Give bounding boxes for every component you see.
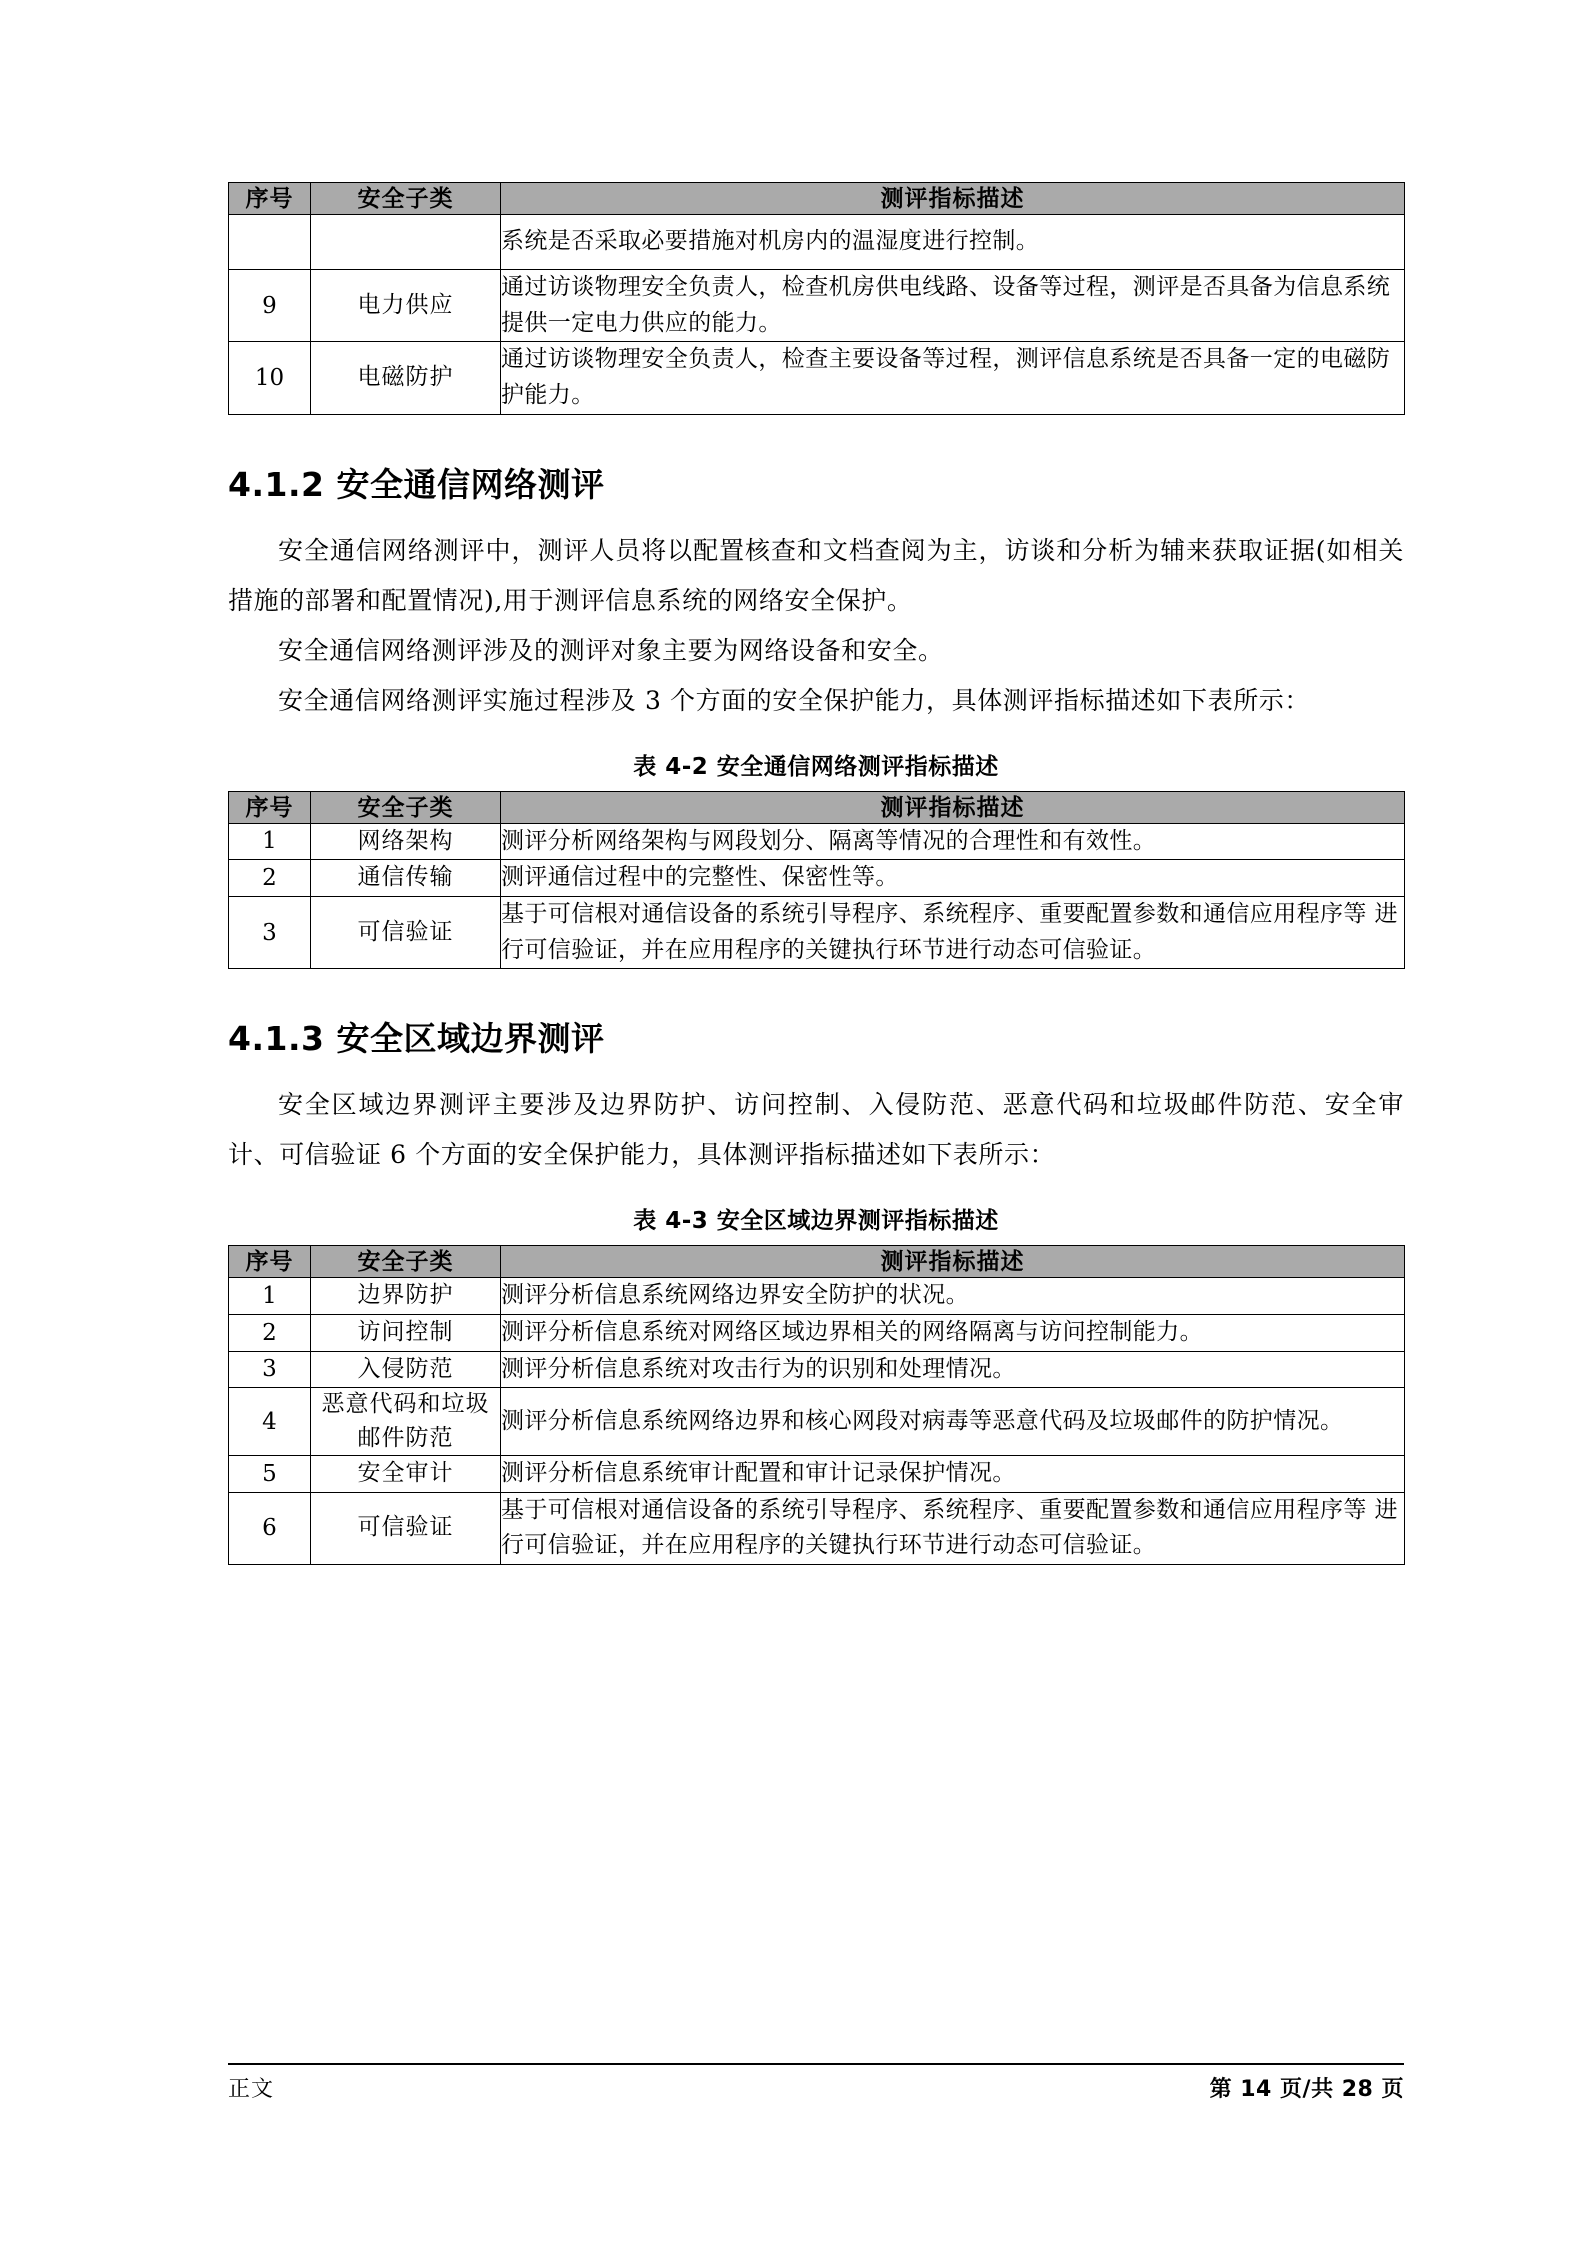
cell-description: 测评分析信息系统网络边界和核心网段对病毒等恶意代码及垃圾邮件的防护情况。 <box>501 1388 1405 1456</box>
page-footer <box>228 2063 1404 2103</box>
header-cell-no: 序号 <box>229 183 311 215</box>
section-heading-4-1-2: 4.1.2 安全通信网络测评 <box>228 464 605 504</box>
table-row <box>229 1492 1405 1564</box>
table-row <box>229 270 1405 342</box>
table-header-row <box>229 183 1405 215</box>
cell-subcategory: 访问控制 <box>311 1314 501 1351</box>
table-body <box>229 1278 1405 1565</box>
spacer <box>228 1235 1404 1245</box>
table-row <box>229 1314 1405 1351</box>
table-row <box>229 342 1405 414</box>
cell-subcategory: 电力供应 <box>311 270 501 342</box>
table-caption-4-2: 表 4-2 安全通信网络测评指标描述 <box>633 753 999 780</box>
table-header <box>229 791 1405 823</box>
footer-row <box>228 2072 1404 2103</box>
cell-subcategory: 可信验证 <box>311 1492 501 1564</box>
table-row <box>229 860 1405 897</box>
cell-subcategory: 可信验证 <box>311 896 501 968</box>
table-row <box>229 823 1405 860</box>
table-row <box>229 215 1405 270</box>
cell-description: 基于可信根对通信设备的系统引导程序、系统程序、重要配置参数和通信应用程序等 进行可信验证，并在应用程序的关键执行环节进行动态可信验证。 <box>501 1492 1405 1564</box>
cell-no: 2 <box>229 860 311 897</box>
cell-subcategory: 通信传输 <box>311 860 501 897</box>
section-heading-4-1-3: 4.1.3 安全区域边界测评 <box>228 1019 605 1059</box>
page-content <box>228 0 1404 1565</box>
table-caption-4-3: 表 4-3 安全区域边界测评指标描述 <box>633 1208 999 1235</box>
spacer <box>228 506 1404 526</box>
table-header-row <box>229 1246 1405 1278</box>
header-cell-no: 序号 <box>229 1246 311 1278</box>
table-body <box>229 215 1405 415</box>
footer-page-number: 第 14 页/共 28 页 <box>1209 2077 1404 2102</box>
cell-description: 基于可信根对通信设备的系统引导程序、系统程序、重要配置参数和通信应用程序等 进行可信验证，并在应用程序的关键执行环节进行动态可信验证。 <box>501 896 1405 968</box>
spacer <box>228 781 1404 791</box>
table-header-row <box>229 791 1405 823</box>
cell-description: 通过访谈物理安全负责人，检查主要设备等过程，测评信息系统是否具备一定的电磁防护能力。 <box>501 342 1405 414</box>
spacer <box>228 1060 1404 1080</box>
table-row <box>229 896 1405 968</box>
header-cell-description: 测评指标描述 <box>501 1246 1405 1278</box>
cell-subcategory: 入侵防范 <box>311 1351 501 1388</box>
paragraph-4-1-2-1: 安全通信网络测评中，测评人员将以配置核查和文档查阅为主，访谈和分析为辅来获取证据(如相关措施的部署和配置情况),用于测评信息系统的网络安全保护。 <box>228 535 1404 615</box>
cell-description: 测评分析信息系统对攻击行为的识别和处理情况。 <box>501 1351 1405 1388</box>
table-row <box>229 1351 1405 1388</box>
header-cell-subcategory: 安全子类 <box>311 183 501 215</box>
paragraph-4-1-2-2: 安全通信网络测评涉及的测评对象主要为网络设备和安全。 <box>278 635 944 665</box>
table-4-3-area-boundary <box>228 1245 1405 1565</box>
spacer <box>228 969 1404 1013</box>
cell-no: 2 <box>229 1314 311 1351</box>
cell-no: 9 <box>229 270 311 342</box>
cell-subcategory: 网络架构 <box>311 823 501 860</box>
cell-subcategory: 安全审计 <box>311 1455 501 1492</box>
top-spacer <box>228 0 1404 182</box>
cell-no: 4 <box>229 1388 311 1456</box>
cell-no <box>229 215 311 270</box>
cell-description: 通过访谈物理安全负责人，检查机房供电线路、设备等过程，测评是否具备为信息系统提供一定电力供应的能力。 <box>501 270 1405 342</box>
cell-description: 测评分析信息系统审计配置和审计记录保护情况。 <box>501 1455 1405 1492</box>
cell-description: 测评分析信息系统对网络区域边界相关的网络隔离与访问控制能力。 <box>501 1314 1405 1351</box>
cell-subcategory: 边界防护 <box>311 1278 501 1315</box>
cell-description: 测评分析信息系统网络边界安全防护的状况。 <box>501 1278 1405 1315</box>
table-body <box>229 823 1405 969</box>
cell-subcategory <box>311 215 501 270</box>
header-cell-description: 测评指标描述 <box>501 791 1405 823</box>
cell-no: 1 <box>229 823 311 860</box>
cell-no: 1 <box>229 1278 311 1315</box>
cell-no: 3 <box>229 1351 311 1388</box>
table-row <box>229 1388 1405 1456</box>
cell-description: 系统是否采取必要措施对机房内的温湿度进行控制。 <box>501 215 1405 270</box>
paragraph-4-1-3-1: 安全区域边界测评主要涉及边界防护、访问控制、入侵防范、恶意代码和垃圾邮件防范、安全审计、可信验证 6 个方面的安全保护能力，具体测评指标描述如下表所示： <box>228 1090 1404 1170</box>
footer-section-label: 正文 <box>228 2077 275 2102</box>
table-row <box>229 1455 1405 1492</box>
cell-subcategory: 电磁防护 <box>311 342 501 414</box>
spacer <box>228 726 1404 748</box>
spacer <box>228 415 1404 459</box>
cell-no: 6 <box>229 1492 311 1564</box>
paragraph-4-1-2-3: 安全通信网络测评实施过程涉及 3 个方面的安全保护能力，具体测评指标描述如下表所示： <box>278 685 1311 715</box>
header-cell-no: 序号 <box>229 791 311 823</box>
table-physical-security-continued <box>228 182 1405 415</box>
footer-divider <box>228 2063 1404 2065</box>
header-cell-subcategory: 安全子类 <box>311 791 501 823</box>
cell-no: 3 <box>229 896 311 968</box>
table-row <box>229 1278 1405 1315</box>
header-cell-description: 测评指标描述 <box>501 183 1405 215</box>
table-header <box>229 183 1405 215</box>
cell-description: 测评通信过程中的完整性、保密性等。 <box>501 860 1405 897</box>
cell-no: 10 <box>229 342 311 414</box>
table-header <box>229 1246 1405 1278</box>
cell-description: 测评分析网络架构与网段划分、隔离等情况的合理性和有效性。 <box>501 823 1405 860</box>
spacer <box>228 1180 1404 1202</box>
cell-subcategory: 恶意代码和垃圾邮件防范 <box>311 1388 501 1456</box>
cell-no: 5 <box>229 1455 311 1492</box>
table-4-2-communication-network <box>228 791 1405 970</box>
header-cell-subcategory: 安全子类 <box>311 1246 501 1278</box>
